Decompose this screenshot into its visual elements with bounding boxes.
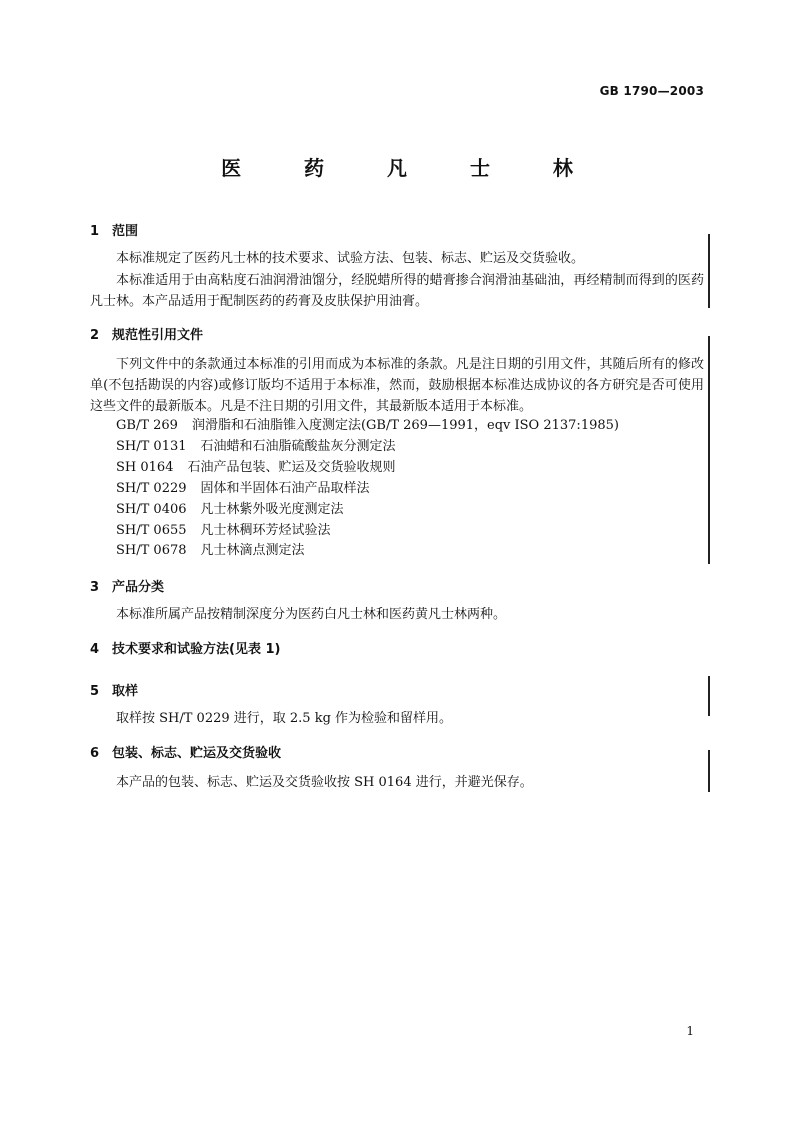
reference-code: SH/T 0406 — [116, 502, 187, 517]
section-heading — [90, 742, 281, 761]
section-number: 6 — [90, 746, 100, 761]
paragraph: 下列文件中的条款通过本标准的引用而成为本标准的条款。凡是注日期的引用文件，其随后所有的修改单(不包括勘误的内容)或修订版均不适用于本标准，然而，鼓励根据本标准达成协议的各方研究是否可使用这些文件的最新版本。凡是不注日期的引用文件，其最新版本适用于本标准。 — [90, 357, 704, 414]
reference-item — [116, 541, 305, 561]
reference-code: GB/T 269 — [116, 418, 178, 433]
section-title: 产品分类 — [112, 580, 165, 595]
reference-title: 凡士林滴点测定法 — [200, 543, 305, 558]
section-heading — [90, 680, 138, 699]
section-heading — [90, 638, 280, 657]
reference-title: 石油蜡和石油脂硫酸盐灰分测定法 — [200, 439, 396, 454]
reference-title: 凡士林稠环芳烃试验法 — [200, 523, 331, 538]
reference-title: 固体和半固体石油产品取样法 — [200, 481, 370, 496]
section-number: 4 — [90, 642, 100, 657]
section-title: 范围 — [112, 224, 139, 239]
revision-bar — [708, 676, 710, 716]
revision-bar — [708, 234, 710, 308]
page-number: 1 — [686, 1024, 694, 1038]
section-number: 5 — [90, 684, 100, 699]
section-title: 取样 — [112, 684, 139, 699]
section-heading — [90, 576, 164, 595]
paragraph: 取样按 SH/T 0229 进行，取 2.5 kg 作为检验和留样用。 — [116, 711, 453, 726]
section-number: 3 — [90, 580, 100, 595]
reference-code: SH 0164 — [116, 460, 174, 475]
section-number: 2 — [90, 328, 100, 343]
reference-item — [116, 416, 619, 436]
revision-bar — [708, 336, 710, 564]
section-title: 规范性引用文件 — [112, 328, 204, 343]
reference-code: SH/T 0229 — [116, 481, 187, 496]
reference-code: SH/T 0678 — [116, 543, 187, 558]
reference-item — [116, 458, 395, 478]
reference-item — [116, 500, 344, 520]
paragraph: 本标准适用于由高粘度石油润滑油馏分，经脱蜡所得的蜡膏掺合润滑油基础油，再经精制而得到的医药凡士林。本产品适用于配制医药的药膏及皮肤保护用油膏。 — [90, 273, 704, 309]
section-title: 技术要求和试验方法(见表 1) — [112, 642, 281, 657]
revision-bar — [708, 750, 710, 792]
section-title: 包装、标志、贮运及交货验收 — [112, 746, 282, 761]
paragraph: 本标准规定了医药凡士林的技术要求、试验方法、包装、标志、贮运及交货验收。 — [116, 251, 585, 266]
reference-code: SH/T 0131 — [116, 439, 187, 454]
paragraph: 本标准所属产品按精制深度分为医药白凡士林和医药黄凡士林两种。 — [116, 607, 507, 622]
section-heading — [90, 324, 203, 343]
reference-code: SH/T 0655 — [116, 523, 187, 538]
reference-title: 润滑脂和石油脂锥入度测定法(GB/T 269—1991，eqv ISO 2137:1985) — [191, 418, 619, 433]
document-title: 医 药 凡 士 林 — [221, 156, 601, 180]
reference-item — [116, 437, 396, 457]
standard-number: GB 1790—2003 — [599, 84, 704, 98]
reference-title: 凡士林紫外吸光度测定法 — [200, 502, 344, 517]
paragraph: 本产品的包装、标志、贮运及交货验收按 SH 0164 进行，并避光保存。 — [116, 775, 533, 790]
reference-item — [116, 479, 370, 499]
reference-title: 石油产品包装、贮运及交货验收规则 — [187, 460, 396, 475]
reference-item — [116, 521, 331, 541]
section-heading — [90, 220, 138, 239]
section-number: 1 — [90, 224, 100, 239]
